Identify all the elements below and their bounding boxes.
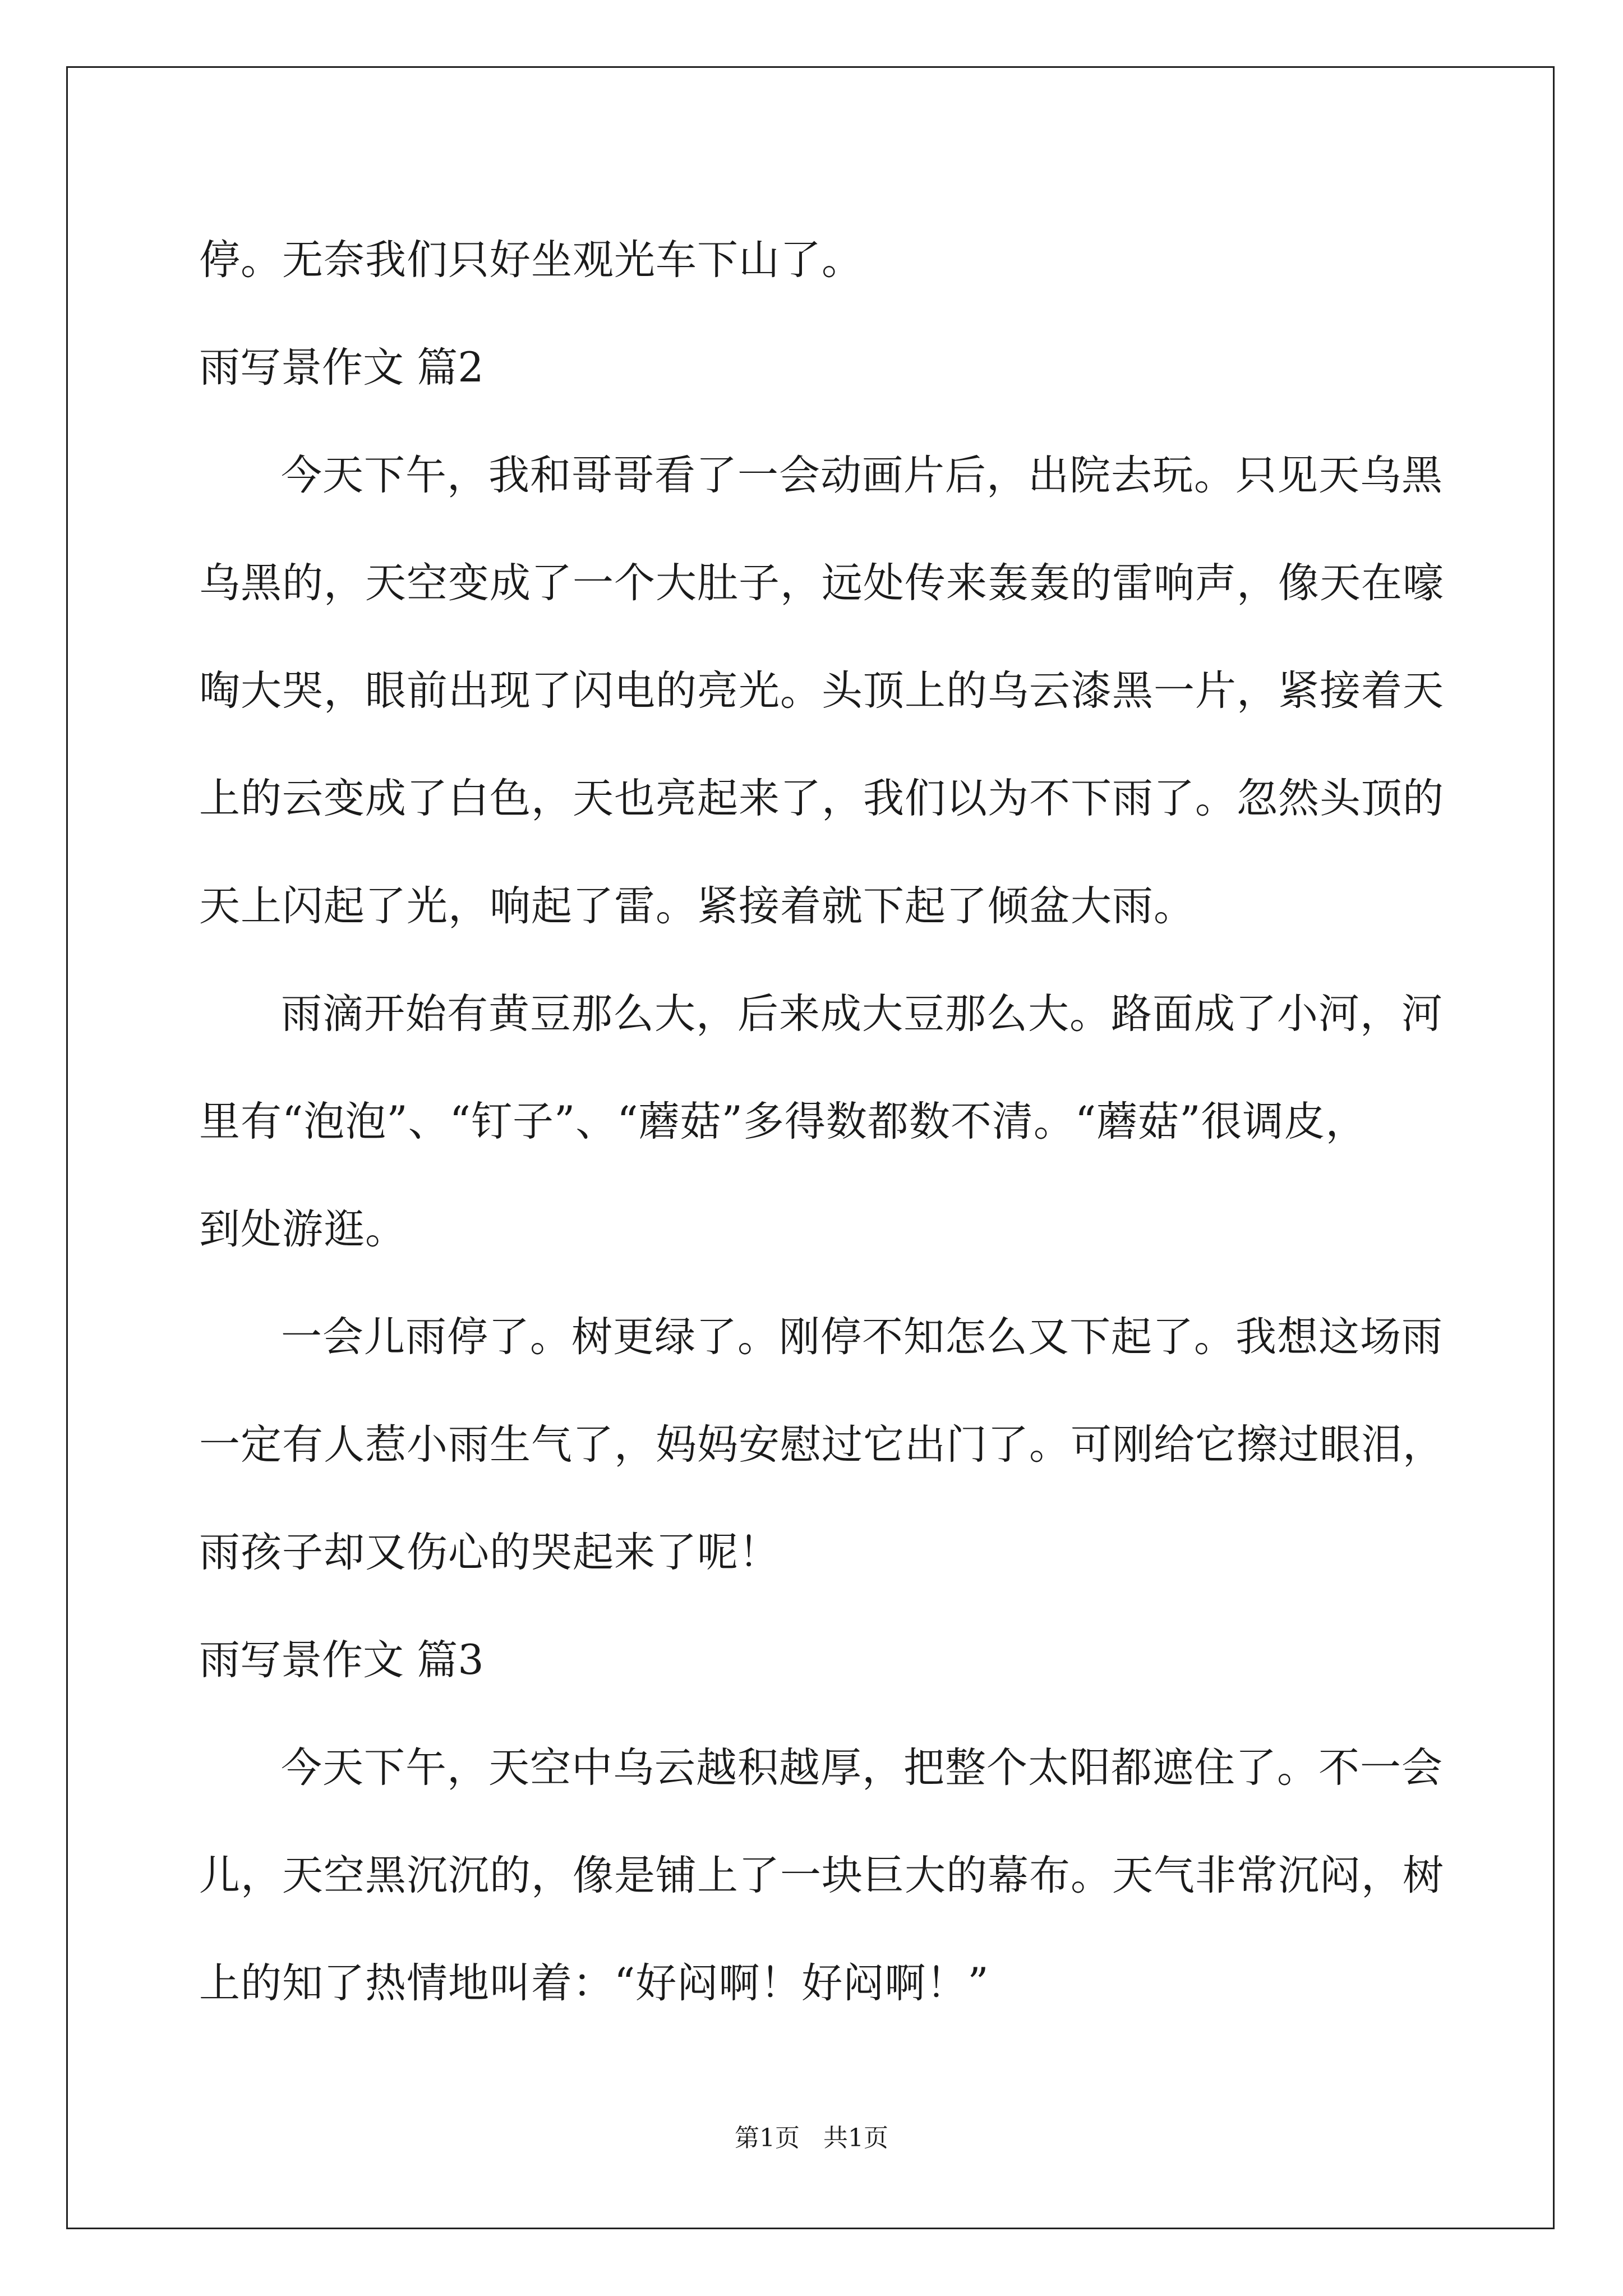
- page-footer: 第1页 共1页: [735, 2124, 888, 2152]
- paragraph-line: 雨孩子却又伤心的哭起来了呢！: [199, 1529, 780, 1576]
- document-body: [199, 206, 1444, 2037]
- paragraph-line: 上的知了热情地叫着：“好闷啊！好闷啊！”: [199, 1959, 989, 2007]
- section-heading: 雨写景作文 篇3: [199, 1636, 484, 1684]
- paragraph-line: 停。无奈我们只好坐观光车下山了。: [199, 236, 863, 284]
- paragraph-line: 天上闪起了光，响起了雷。紧接着就下起了倾盆大雨。: [199, 882, 1195, 930]
- paragraph-line: 今天下午，我和哥哥看了一会动画片后，出院去玩。只见天乌黑: [281, 452, 1443, 499]
- paragraph-line: 雨滴开始有黄豆那么大，后来成大豆那么大。路面成了小河，河: [281, 990, 1443, 1038]
- paragraph-line: 啕大哭，眼前出现了闪电的亮光。头顶上的乌云漆黑一片，紧接着天: [199, 667, 1444, 715]
- section-heading: 雨写景作文 篇2: [199, 344, 484, 392]
- paragraph-line: 今天下午，天空中乌云越积越厚，把整个太阳都遮住了。不一会: [281, 1744, 1443, 1792]
- paragraph-line: 一定有人惹小雨生气了，妈妈安慰过它出门了。可刚给它擦过眼泪，: [199, 1421, 1444, 1469]
- paragraph-line: 上的云变成了白色，天也亮起来了，我们以为不下雨了。忽然头顶的: [199, 775, 1444, 822]
- paragraph-line: 到处游逛。: [199, 1205, 407, 1253]
- paragraph-line: 里有“泡泡”、“钉子”、“蘑菇”多得数都数不清。“蘑菇”很调皮，: [199, 1098, 1367, 1145]
- paragraph-line: 儿，天空黑沉沉的，像是铺上了一块巨大的幕布。天气非常沉闷，树: [199, 1852, 1444, 1899]
- paragraph-line: 乌黑的，天空变成了一个大肚子，远处传来轰轰的雷响声，像天在嚎: [199, 559, 1444, 607]
- paragraph-line: 一会儿雨停了。树更绿了。刚停不知怎么又下起了。我想这场雨: [281, 1313, 1443, 1361]
